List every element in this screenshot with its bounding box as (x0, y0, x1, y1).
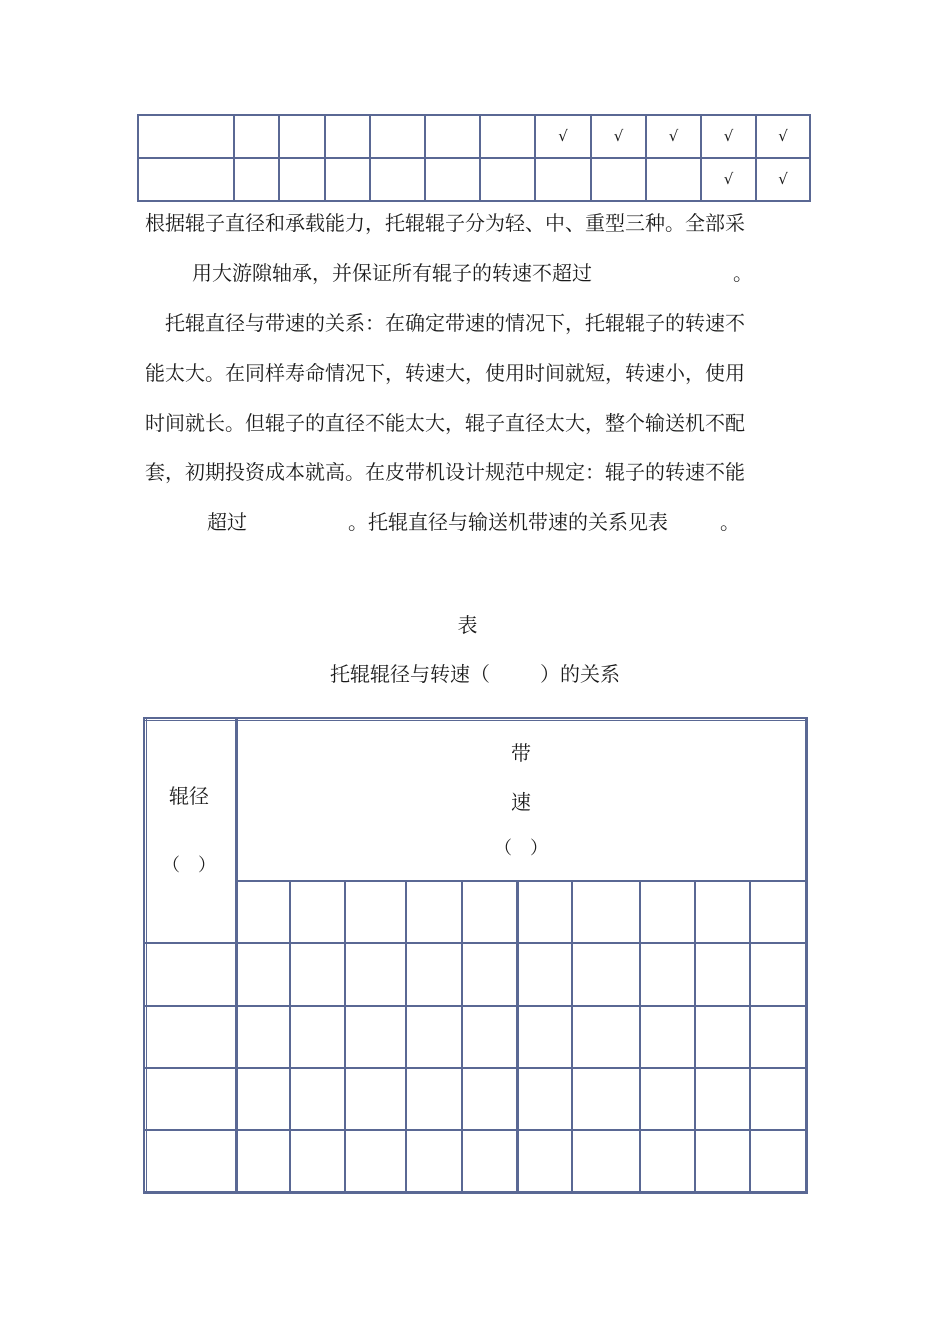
paragraph-line: 时间就长。但辊子的直径不能太大，辊子直径太大，整个输送机不配 (145, 411, 745, 435)
paragraph-line: 套，初期投资成本就高。在皮带机设计规范中规定：辊子的转速不能 (145, 460, 745, 484)
table-label: 表 (457, 613, 478, 637)
table-cell: √ (668, 127, 679, 145)
table-cell: √ (778, 127, 788, 145)
table-cell: √ (613, 127, 624, 145)
roll-diameter-header: 辊径 (169, 784, 209, 808)
paragraph-line: 用大游隙轴承，并保证所有辊子的转速不超过 (192, 261, 592, 285)
paragraph-line: 托辊直径与带速的关系：在确定带速的情况下，托辊辊子的转速不 (165, 311, 745, 335)
belt-speed-unit: （ ） (494, 838, 548, 859)
table-title-part: 托辊辊径与转速（ (330, 662, 490, 686)
paragraph-line: 能太大。在同样寿命情况下，转速大，使用时间就短，转速小，使用 (145, 361, 745, 385)
paragraph-line: 根据辊子直径和承载能力，托辊辊子分为轻、中、重型三种。全部采 (145, 211, 745, 235)
top-table (137, 114, 811, 202)
paragraph-line: 。托辊直径与输送机带速的关系见表 (348, 510, 668, 534)
paragraph-line: 。 (733, 261, 753, 285)
table-cell: √ (558, 127, 568, 145)
table-cell: √ (723, 170, 734, 188)
table-cell: √ (723, 127, 734, 145)
belt-speed-header-char: 速 (511, 790, 531, 814)
paragraph-line: 。 (720, 510, 740, 534)
roll-diameter-unit: （ ） (162, 855, 216, 876)
table-cell: √ (778, 170, 788, 188)
table-title (0, 658, 950, 687)
main-table (143, 717, 808, 1194)
belt-speed-header-char: 带 (511, 741, 531, 765)
paragraph-line: 超过 (207, 510, 247, 534)
table-title-part: ）的关系 (540, 662, 620, 686)
